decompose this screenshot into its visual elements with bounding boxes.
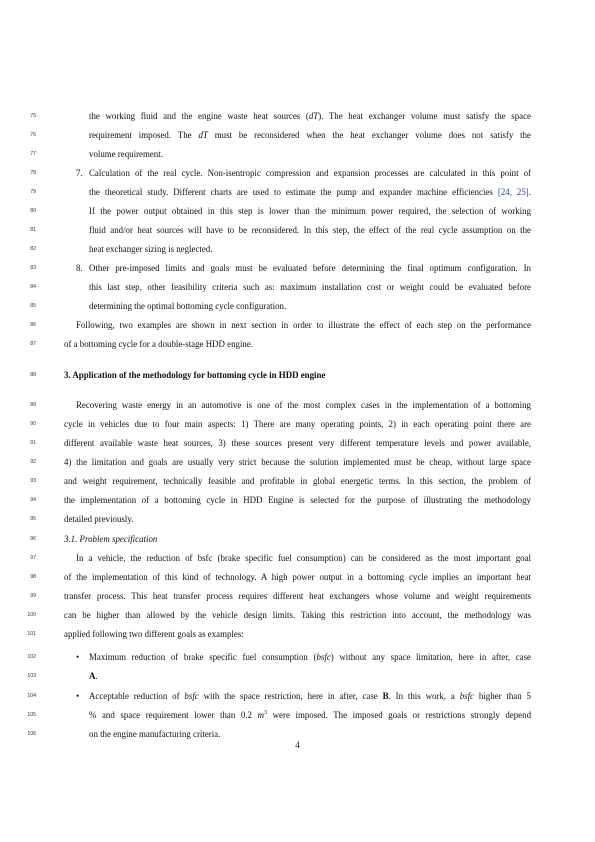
text-line: can be higher than allowed by the vehicle design limits. Taking this restriction into account, the methodology was [64, 610, 531, 620]
text-line: the working fluid and the engine waste heat sources (dT). The heat exchanger volume must satisfy the space [89, 111, 531, 121]
text-line: of the implementation of this kind of technology. A high power output in a bottoming cycle implies an important heat [64, 572, 531, 582]
line-number: 93 [30, 478, 36, 484]
line-number: 86 [30, 322, 36, 328]
text-line: Acceptable reduction of bsfc with the space restriction, here in after, case B. In this work, a bsfc higher than 5 [89, 691, 531, 701]
text-line: determining the optimal bottoming cycle configuration. [89, 301, 287, 311]
text-line: Maximum reduction of brake specific fuel consumption (bsfc) without any space limitation, here in after, case [89, 652, 531, 662]
text-line: Recovering waste energy in an automotive is one of the most complex cases in the implementation of a bottoming [76, 400, 531, 410]
text-line: transfer process. This heat transfer process requires different heat exchangers whose volume and weight requirements [64, 591, 531, 601]
text-line: the theoretical study. Different charts are used to estimate the pump and expander machine efficiencies [24, 25]. [89, 187, 531, 197]
text-line: this last step, other feasibility criteria such as: maximum installation cost or weight could be evaluated before [89, 282, 531, 292]
text-line: applied following two different goals as examples: [64, 629, 244, 639]
text-line: 4) the limitation and goals are usually very strict because the solution implemented must be cheap, without large space [64, 457, 531, 467]
text-line: detailed previously. [64, 514, 134, 524]
line-number: 106 [27, 731, 36, 737]
line-number: 105 [27, 712, 36, 718]
bullet-icon: • [76, 691, 80, 701]
line-number: 96 [30, 536, 36, 542]
text-line: Calculation of the real cycle. Non-isentropic compression and expansion processes are calculated in this point of [89, 168, 531, 178]
text-line: cycle in vehicles due to four main aspects: 1) There are many operating points, 2) in each operating point there are [64, 419, 531, 429]
line-number: 97 [30, 555, 36, 561]
text-line: heat exchanger sizing is neglected. [89, 244, 213, 254]
line-number: 90 [30, 421, 36, 427]
line-number: 94 [30, 497, 36, 503]
line-number: 88 [30, 372, 36, 378]
line-number: 89 [30, 402, 36, 408]
subsection-heading: 3.1. Problem specification [64, 534, 158, 544]
text-line: Following, two examples are shown in next section in order to illustrate the effect of each step on the performance [76, 320, 531, 330]
text-line: A. [89, 671, 98, 681]
line-number: 77 [30, 151, 36, 157]
line-number: 91 [30, 440, 36, 446]
line-number: 79 [30, 189, 36, 195]
text-line: Other pre-imposed limits and goals must be evaluated before determining the final optimum configuration. In [89, 263, 531, 273]
line-number: 85 [30, 303, 36, 309]
list-item-number: 7. [76, 168, 83, 178]
line-number: 99 [30, 593, 36, 599]
line-number: 102 [27, 654, 36, 660]
line-number: 76 [30, 132, 36, 138]
line-number: 98 [30, 574, 36, 580]
section-heading: 3. Application of the methodology for bottoming cycle in HDD engine [64, 370, 326, 380]
text-line: different available waste heat sources, 3) these sources present very different temperature levels and power available, [64, 438, 531, 448]
page-number: 4 [295, 740, 300, 750]
bullet-icon: • [76, 652, 80, 662]
line-number: 80 [30, 208, 36, 214]
text-line: of a bottoming cycle for a double-stage HDD engine. [64, 339, 254, 349]
line-number: 87 [30, 341, 36, 347]
line-number: 82 [30, 246, 36, 252]
text-line: the implementation of a bottoming cycle in HDD Engine is selected for the purpose of illustrating the methodology [64, 495, 531, 505]
text-line: In a vehicle, the reduction of bsfc (brake specific fuel consumption) can be considered as the most important goal [76, 553, 531, 563]
text-line: fluid and/or heat sources will have to be reconsidered. In this step, the effect of the real cycle assumption on the [89, 225, 531, 235]
text-line: If the power output obtained in this step is lower than the minimum power required, the selection of working [89, 206, 531, 216]
line-number: 84 [30, 284, 36, 290]
text-line: % and space requirement lower than 0.2 $m^3$ were imposed. The imposed goals or restrictions strongly depend [89, 710, 532, 720]
line-number: 81 [30, 227, 36, 233]
line-number: 83 [30, 265, 36, 271]
text-line: on the engine manufacturing criteria. [89, 729, 221, 739]
line-number: 100 [27, 612, 36, 618]
line-number: 75 [30, 113, 36, 119]
text-line: and weight requirement, technically feasible and profitable in global energetic terms. In this section, the problem of [64, 476, 531, 486]
list-item-number: 8. [76, 263, 83, 273]
line-number: 95 [30, 516, 36, 522]
line-number: 101 [27, 631, 36, 637]
text-line: volume requirement. [89, 149, 163, 159]
line-number: 104 [27, 693, 36, 699]
text-line: requirement imposed. The dT must be reconsidered when the heat exchanger volume does not satisfy the [89, 130, 531, 140]
line-number: 78 [30, 170, 36, 176]
line-number: 103 [27, 673, 36, 679]
line-number: 92 [30, 459, 36, 465]
citation-link[interactable]: [24, 25] [497, 187, 529, 197]
